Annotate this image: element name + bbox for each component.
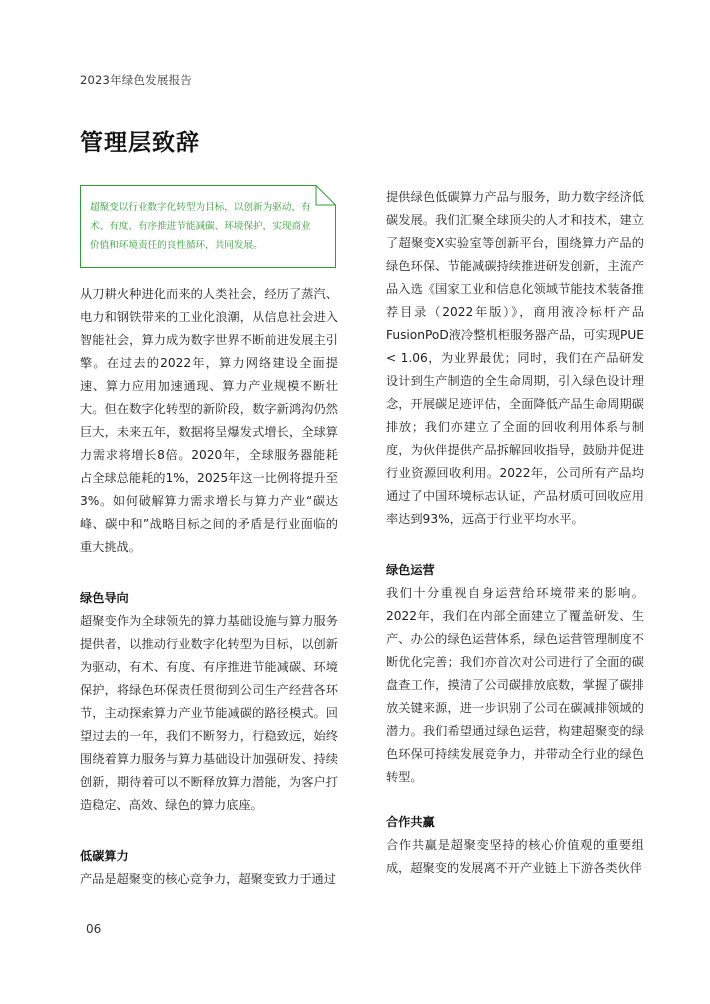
section-heading-low-carbon: 低碳算力 [80, 849, 129, 863]
right-column [386, 186, 644, 880]
left-column [80, 283, 338, 891]
green-operations-paragraph: 我们十分重视自身运营给环境带来的影响。2022年，我们在内部全面建立了覆盖研发、生产、办公的绿色运营体系，绿色运营管理制度不断优化完善；我们亦首次对公司进行了全面的碳盘查工作，摸清了公司碳排放底数，掌握了碳排放关键来源，进一步识别了公司在碳减排领域的潜力。我们希望通过绿色运营，构建超聚变的绿色环保可持续发展竞争力，并带动全行业的绿色转型。 [386, 586, 644, 784]
cooperation-paragraph: 合作共赢是超聚变坚持的核心价值观的重要组成，超聚变的发展离不开产业链上下游各类伙伴 [386, 838, 644, 875]
low-carbon-paragraph: 产品是超聚变的核心竞争力，超聚变致力于通过 [80, 872, 336, 886]
green-guidance-paragraph: 超聚变作为全球领先的算力基础设施与算力服务提供者，以推动行业数字化转型为目标，以创新为驱动，有术、有度、有序推进节能减碳、环境保护，将绿色环保责任贯彻到公司生产经营各环节，主动探索算力产业节能减碳的路径模式。回望过去的一年，我们不断努力，行稳致远，始终围绕着算力服务与算力基础设计加强研发、持续创新，期待着可以不断释放算力潜能，为客户打造稳定、高效、绿色的算力底座。 [80, 614, 338, 812]
report-header: 2023年绿色发展报告 [80, 73, 192, 87]
section-heading-green-operations: 绿色运营 [386, 563, 435, 577]
page-title: 管理层致辞 [80, 130, 200, 156]
section-heading-cooperation: 合作共赢 [386, 815, 435, 829]
callout-box [80, 185, 336, 268]
callout-text: 超聚变以行业数字化转型为目标，以创新为驱动，有术、有度、有序推进节能减碳、环境保护，实现商业价值和环境责任的良性循环，共同发展。 [90, 202, 311, 251]
continuation-paragraph: 提供绿色低碳算力产品与服务，助力数字经济低碳发展。我们汇聚全球顶尖的人才和技术，建立了超聚变X实验室等创新平台，围绕算力产品的绿色环保、节能减碳持续推进研发创新，主流产品入选《国家工业和信息化领域节能技术装备推荐目录（2022年版）》，商用液冷标杆产品FusionPoD液冷整机柜服务器产品，可实现PUE < 1.06，为业界最优；同时，我们在产品研发设计到生产制造的全生命周期，引入绿色设计理念，开展碳足迹评估，全面降低产品生命周期碳排放；我们亦建立了全面的回收利用体系与制度，为伙伴提供产品拆解回收指导，鼓励并促进行业资源回收利用。2022年，公司所有产品均通过了中国环境标志认证，产品材质可回收应用率达到93%，远高于行业平均水平。 [386, 190, 644, 526]
section-heading-green-guidance: 绿色导向 [80, 591, 129, 605]
page-number: 06 [86, 922, 102, 936]
intro-paragraph: 从刀耕火种进化而来的人类社会，经历了蒸汽、电力和钢铁带来的工业化浪潮，从信息社会进入智能社会，算力成为数字世界不断前进发展主引擎。在过去的2022年，算力网络建设全面提速、算力应用加速通现、算力产业规模不断壮大。但在数字化转型的新阶段，数字新鸿沟仍然巨大，未来五年，数据将呈爆发式增长，全球算力需求将增长8倍。2020年，全球服务器能耗占全球总能耗的1%，2025年这一比例将提升至3%。如何破解算力需求增长与算力产业“碳达峰、碳中和”战略目标之间的矛盾是行业面临的重大挑战。 [80, 287, 338, 554]
